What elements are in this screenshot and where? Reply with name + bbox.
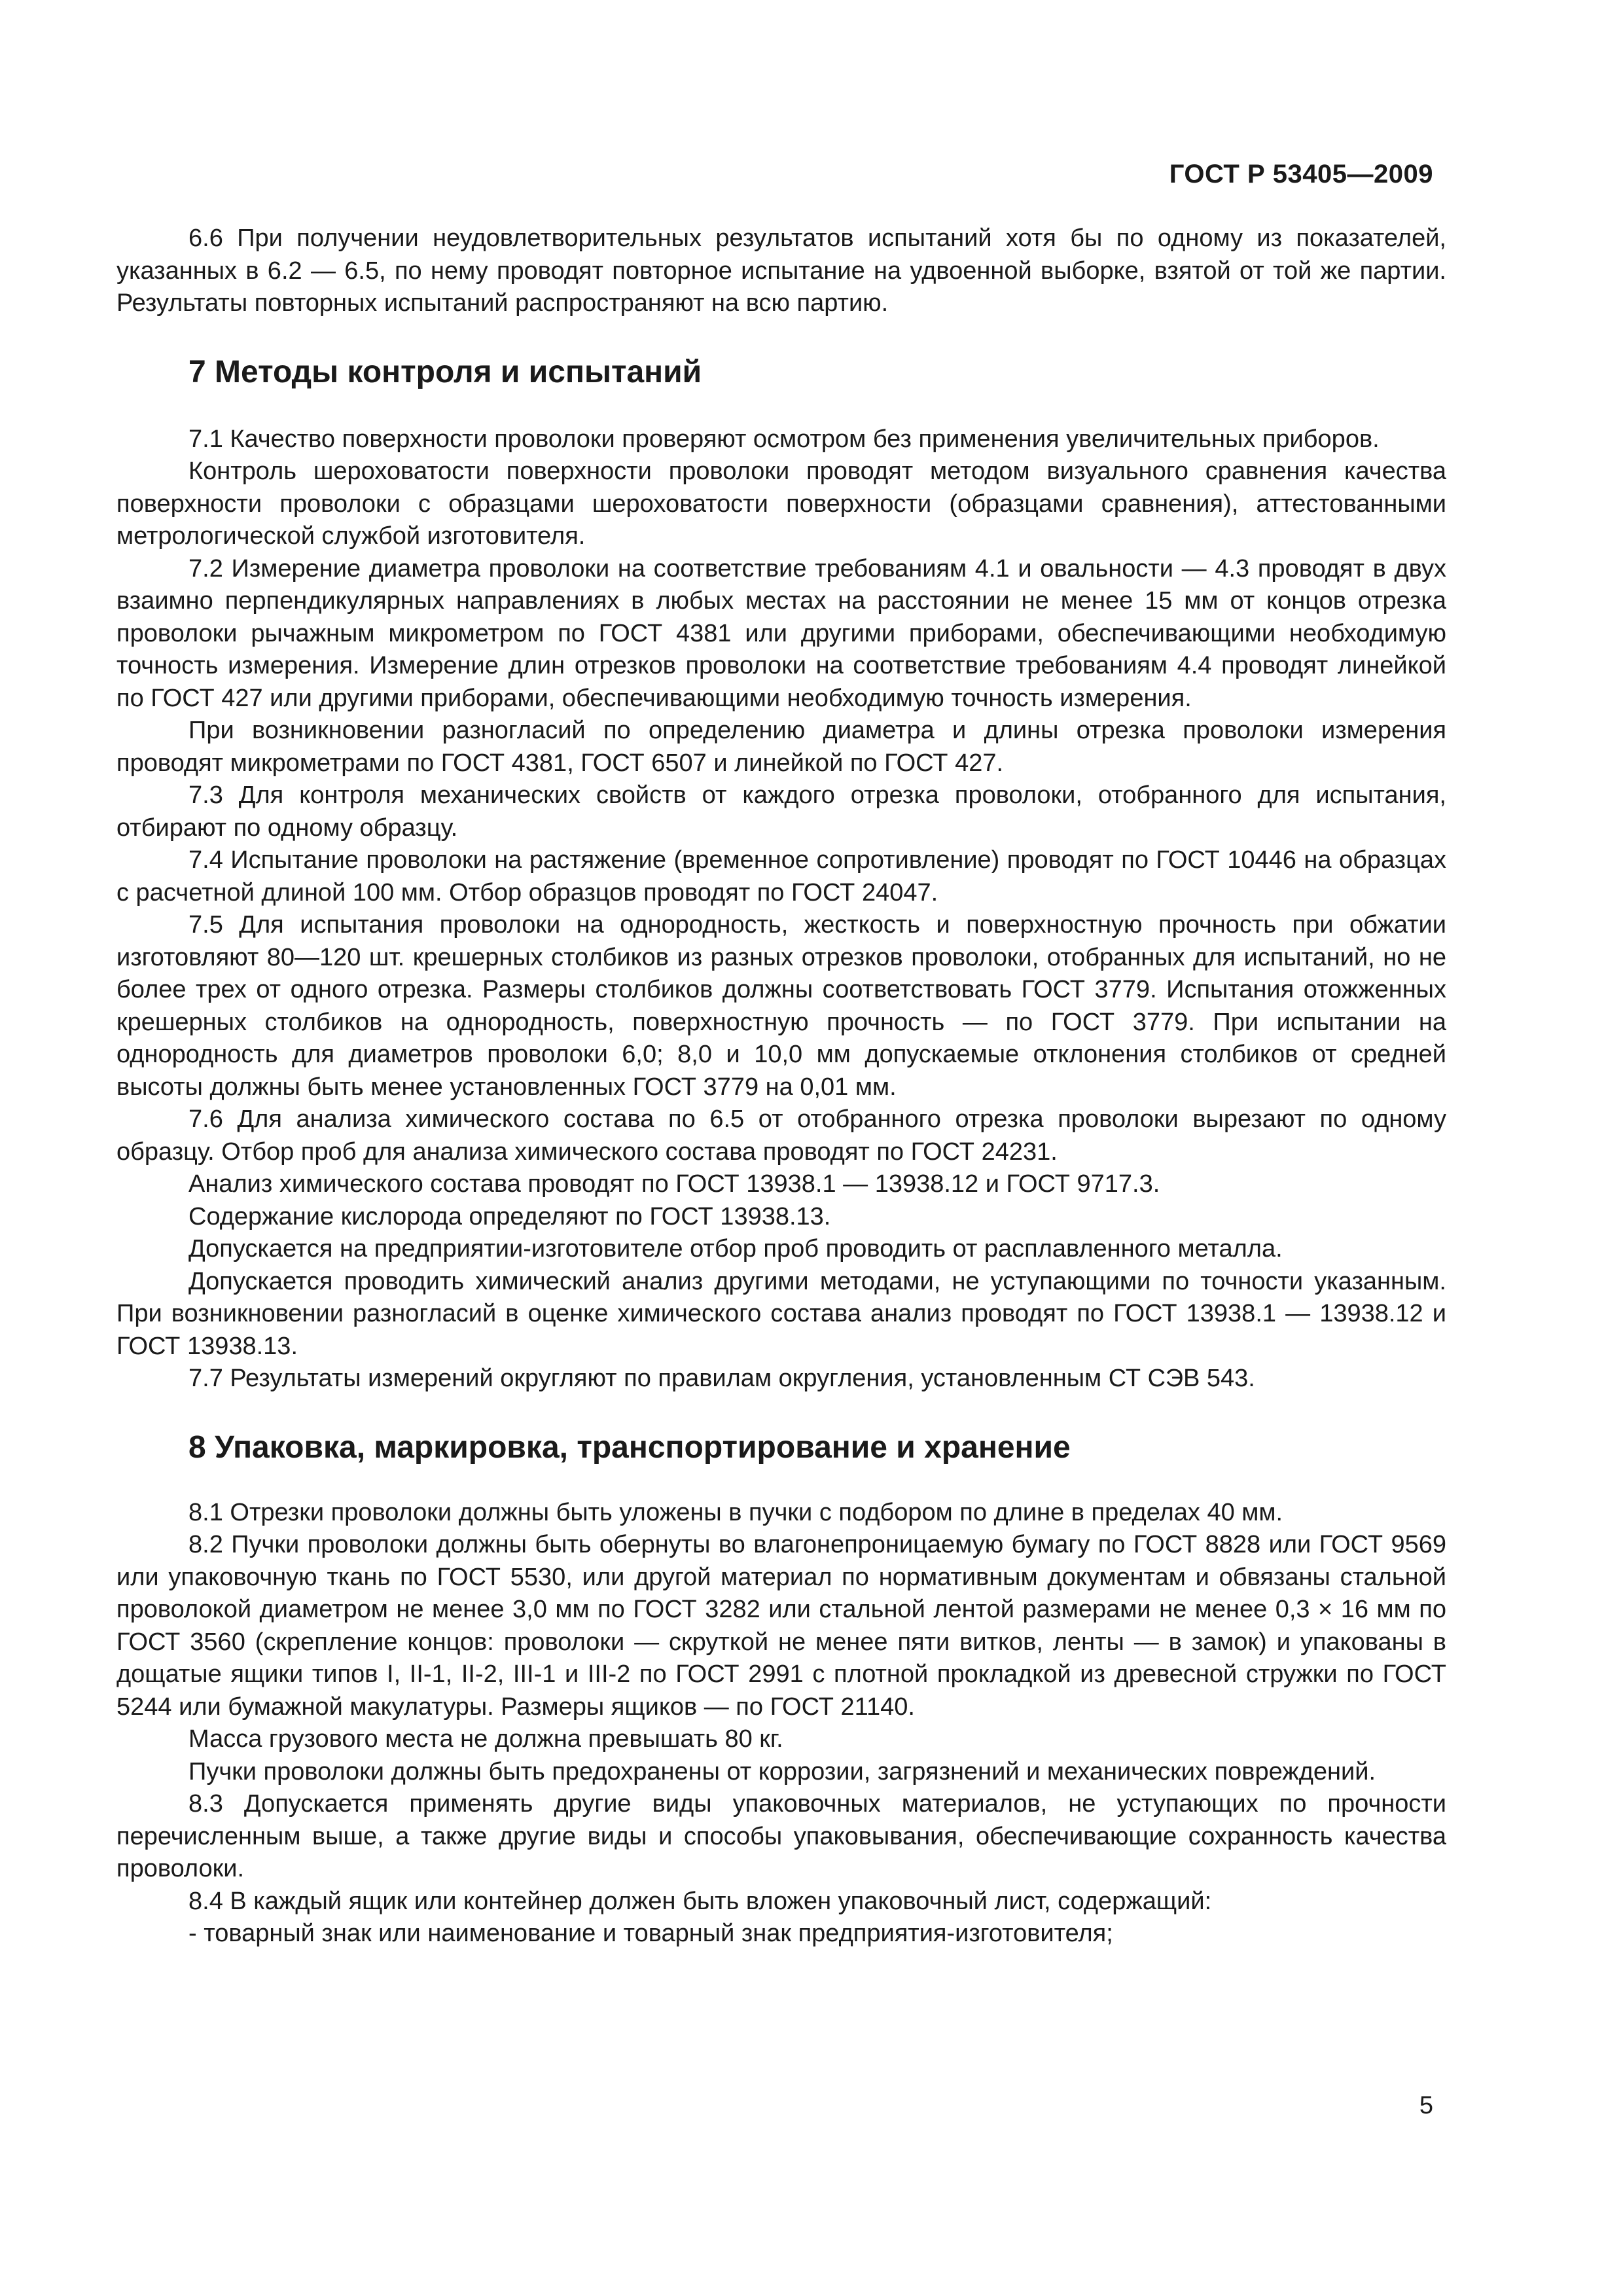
paragraph-8-4: 8.4 В каждый ящик или контейнер должен быть вложен упаковочный лист, содержащий: — [188, 1887, 1212, 1915]
paragraph-8-2: 8.2 Пучки проволоки должны быть обернуты во влагонепроницаемую бумагу по ГОСТ 8828 или ГОСТ 9569 или упаковочную ткань по ГОСТ 5530, или другой материал по нормативным документам и обвязаны стальной проволокой диаметром не менее 3,0 мм по ГОСТ 3282 или стальной лентой размерами не менее 0,3 × 16 мм по ГОСТ 3560 (скрепление концов: проволоки — скруткой не менее пяти витков, ленты — в замок) и упакованы в дощатые ящики типов I, II-1, II-2, III-1 и III-2 по ГОСТ 2991 с плотной прокладкой из древесной стружки по ГОСТ 5244 или бумажной макулатуры. Размеры ящиков — по ГОСТ 21140. — [116, 1531, 1446, 1721]
paragraph-chemical-analysis: Анализ химического состава проводят по ГОСТ 13938.1 — 13938.12 и ГОСТ 9717.3. — [188, 1170, 1160, 1198]
paragraph-7-2: 7.2 Измерение диаметра проволоки на соответствие требованиям 4.1 и овальности — 4.3 проводят в двух взаимно перпендикулярных направлениях в любых местах на расстоянии не менее 15 мм от концов отрезка проволоки рычажным микрометром по ГОСТ 4381 или другими приборами, обеспечивающими необходимую точность измерения. Измерение длин отрезков проволоки на соответствие требованиям 4.4 проводят линейкой по ГОСТ 427 или другими приборами, обеспечивающими необходимую точность измерения. — [116, 554, 1446, 712]
paragraph-8-3: 8.3 Допускается применять другие виды упаковочных материалов, не уступающих по прочности перечисленным выше, а также другие виды и способы упаковывания, обеспечивающие сохранность качества проволоки. — [116, 1790, 1446, 1882]
page-number: 5 — [1419, 2092, 1433, 2119]
document-body — [116, 223, 1446, 1950]
section-7-heading: 7 Методы контроля и испытаний — [188, 354, 702, 389]
document-code-header: ГОСТ Р 53405—2009 — [1169, 160, 1433, 188]
paragraph-cargo-mass: Масса грузового места не должна превышать 80 кг. — [188, 1725, 783, 1753]
paragraph-7-6: 7.6 Для анализа химического состава по 6.5 от отобранного отрезка проволоки вырезают по одному образцу. Отбор проб для анализа химического состава проводят по ГОСТ 24231. — [116, 1105, 1446, 1166]
paragraph-8-1: 8.1 Отрезки проволоки должны быть уложены в пучки с подбором по длине в пределах 40 мм. — [188, 1498, 1283, 1526]
list-item-trademark: - товарный знак или наименование и товарный знак предприятия-изготовителя; — [188, 1920, 1113, 1947]
paragraph-7-5: 7.5 Для испытания проволоки на однородность, жесткость и поверхностную прочность при обжатии изготовляют 80—120 шт. крешерных столбиков из разных отрезков проволоки, отобранных для испытаний, но не более трех от одного отрезка. Размеры столбиков должны соответствовать ГОСТ 3779. Испытания отожженных крешерных столбиков на однородность, поверхностную прочность — по ГОСТ 3779. При испытании на однородность для диаметров проволоки 6,0; 8,0 и 10,0 мм допускаемые отклонения столбиков от средней высоты должны быть менее установленных ГОСТ 3779 на 0,01 мм. — [116, 911, 1446, 1101]
paragraph-oxygen-content: Содержание кислорода определяют по ГОСТ 13938.13. — [188, 1202, 831, 1230]
paragraph-7-7: 7.7 Результаты измерений округляют по правилам округления, установленным СТ СЭВ 543. — [188, 1365, 1255, 1392]
section-8-heading: 8 Упаковка, маркировка, транспортирование и хранение — [188, 1429, 1071, 1465]
paragraph-sampling-molten: Допускается на предприятии-изготовителе отбор проб проводить от расплавленного металла. — [188, 1235, 1283, 1263]
paragraph-7-4: 7.4 Испытание проволоки на растяжение (временное сопротивление) проводят по ГОСТ 10446 на образцах с расчетной длиной 100 мм. Отбор образцов проводят по ГОСТ 24047. — [116, 846, 1446, 906]
paragraph-corrosion-protection: Пучки проволоки должны быть предохранены от коррозии, загрязнений и механических повреждений. — [188, 1757, 1376, 1785]
paragraph-6-6: 6.6 При получении неудовлетворительных результатов испытаний хотя бы по одному из показателей, указанных в 6.2 — 6.5, по нему проводят повторное испытание на удвоенной выборке, взятой от той же партии. Результаты повторных испытаний распространяют на всю партию. — [116, 224, 1446, 317]
paragraph-7-3: 7.3 Для контроля механических свойств от каждого отрезка проволоки, отобранного для испытания, отбирают по одному образцу. — [116, 781, 1446, 842]
paragraph-7-1: 7.1 Качество поверхности проволоки проверяют осмотром без применения увеличительных приборов. — [188, 425, 1380, 453]
paragraph-roughness-control: Контроль шероховатости поверхности проволоки проводят методом визуального сравнения качества поверхности проволоки с образцами шероховатости поверхности (образцами сравнения), аттестованными метрологической службой изготовителя. — [116, 457, 1446, 550]
paragraph-other-methods: Допускается проводить химический анализ другими методами, не уступающими по точности указанным. При возникновении разногласий в оценке химического состава анализ проводят по ГОСТ 13938.1 — 13938.12 и ГОСТ 13938.13. — [116, 1267, 1446, 1360]
paragraph-disagreement-measurement: При возникновении разногласий по определению диаметра и длины отрезка проволоки измерения проводят микрометрами по ГОСТ 4381, ГОСТ 6507 и линейкой по ГОСТ 427. — [116, 717, 1446, 777]
